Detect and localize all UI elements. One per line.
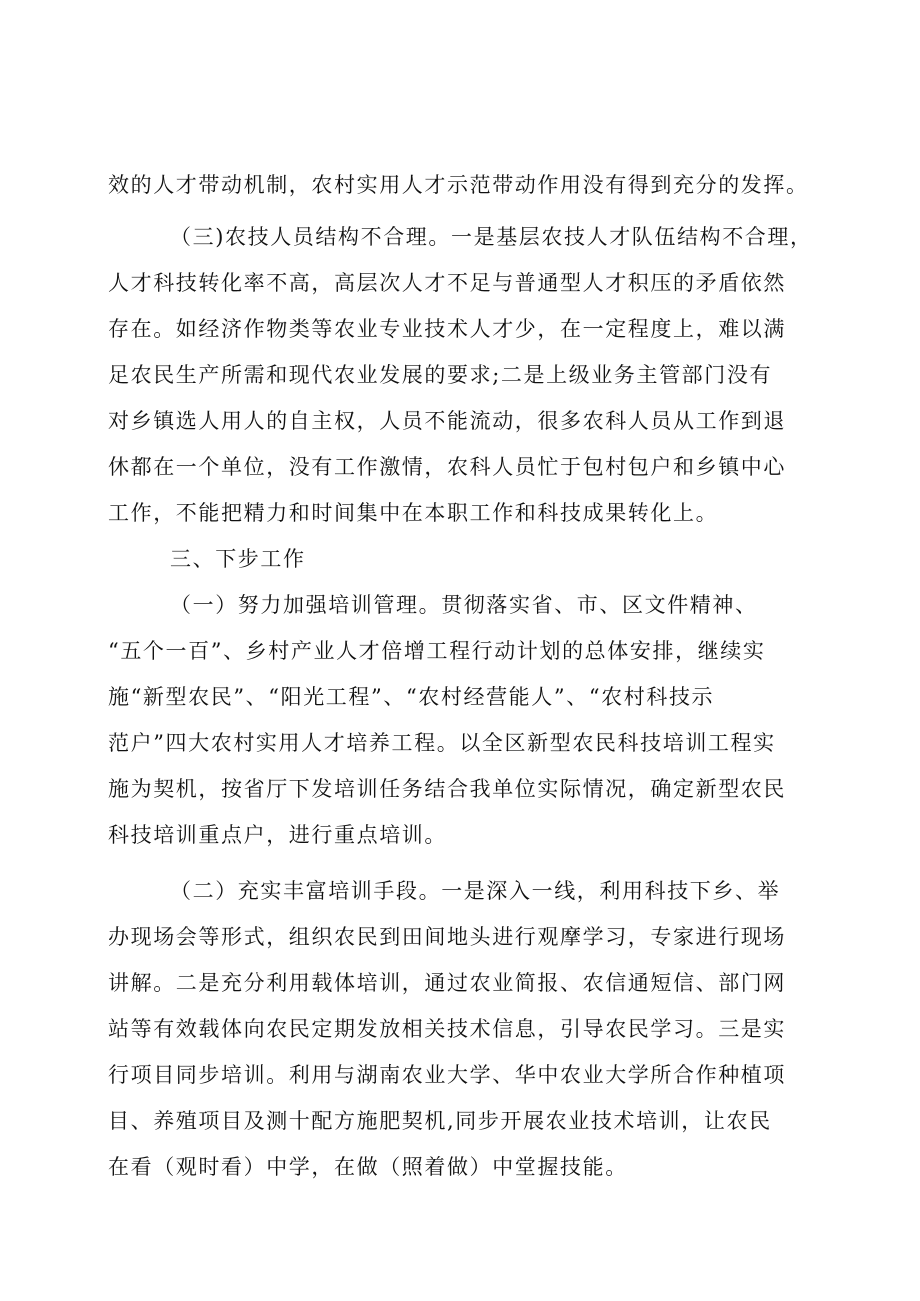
text-line: （一）努力加强培训管理。贯彻落实省、市、区文件精神、	[170, 593, 758, 617]
text-line: 存在。如经济作物类等农业专业技术人才少，在一定程度上，难以满	[108, 317, 786, 341]
text-line: 在看（观时看）中学，在做（照着做）中堂握技能。	[108, 1155, 628, 1179]
text-line: 办现场会等形式，组织农民到田间地头进行观摩学习，专家进行现场	[108, 925, 786, 949]
text-line: （三)农技人员结构不合理。一是基层农技人才队伍结构不合理，	[170, 225, 813, 249]
text-line: 效的人才带动机制，农村实用人才示范带动作用没有得到充分的发挥。	[108, 173, 809, 197]
text-line: 工作，不能把精力和时间集中在本职工作和科技成果转化上。	[108, 501, 719, 525]
text-line: 科技培训重点户，进行重点培训。	[108, 823, 447, 847]
text-line: 讲解。二是充分利用载体培训，通过农业简报、农信通短信、部门网	[108, 971, 786, 995]
section-heading: 三、下步工作	[170, 547, 306, 571]
text-line: （二）充实丰富培训手段。一是深入一线，利用科技下乡、举	[170, 879, 781, 903]
text-line: 休都在一个单位，没有工作激情，农科人员忙于包村包户和乡镇中心	[108, 455, 786, 479]
text-line: 站等有效载体向农民定期发放相关技术信息，引导农民学习。三是实	[108, 1017, 786, 1041]
text-line: “五个一百”、乡村产业人才倍增工程行动计划的总体安排，继续实	[108, 639, 766, 663]
text-line: 足农民生产所需和现代农业发展的要求;二是上级业务主管部门没有	[108, 363, 773, 387]
text-line: 目、养殖项目及测十配方施肥契机,同步开展农业技术培训，让农民	[108, 1109, 772, 1133]
text-line: 人才科技转化率不高，高层次人才不足与普通型人才积压的矛盾依然	[108, 271, 786, 295]
text-line: 行项目同步培训。利用与湖南农业大学、华中农业大学所合作种植项	[108, 1063, 786, 1087]
text-line: 施为契机，按省厅下发培训任务结合我单位实际情况，确定新型农民	[108, 777, 786, 801]
text-line: 施“新型农民”、“阳光工程”、“农村经营能人”、“农村科技示	[108, 685, 715, 709]
text-line: 范户”四大农村实用人才培养工程。以全区新型农民科技培训工程实	[108, 731, 776, 755]
text-line: 对乡镇选人用人的自主权，人员不能流动，很多农科人员从工作到退	[108, 409, 786, 433]
